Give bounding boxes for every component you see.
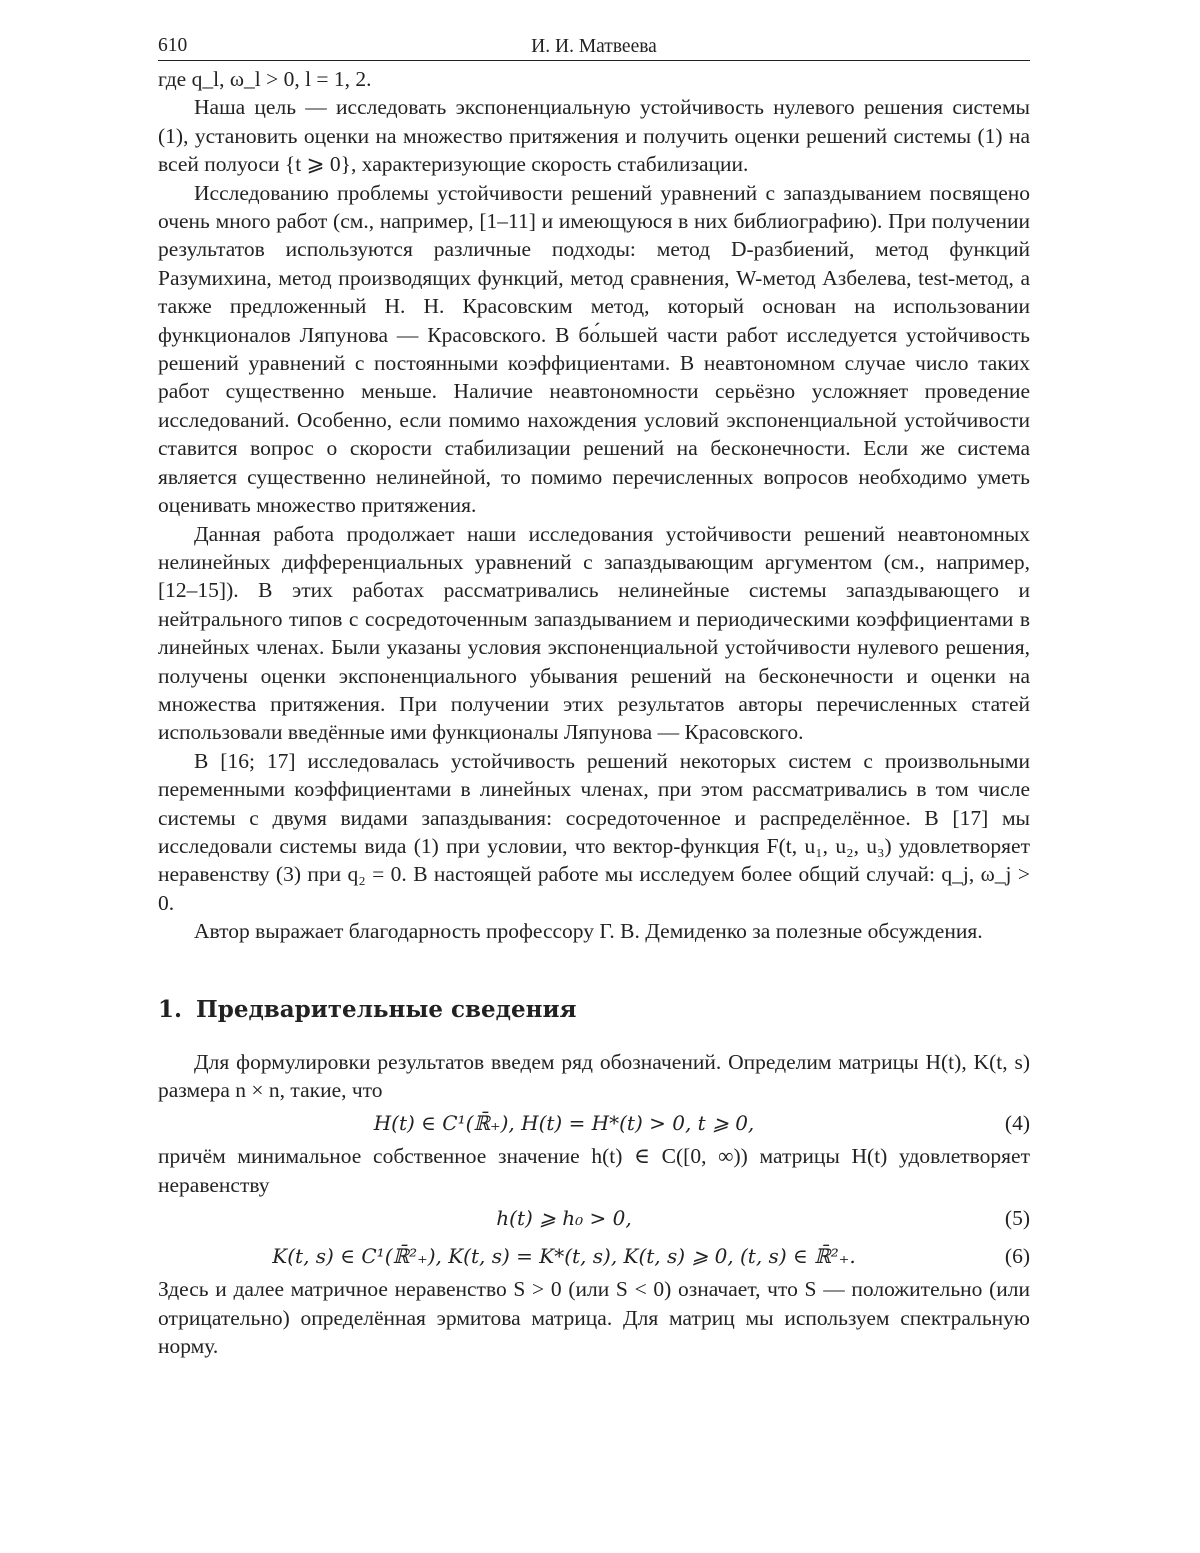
equation-tag: (6) (1004, 1244, 1030, 1269)
paragraph-acknowledgement: Автор выражает благодарность профессору Г. В. Демиденко за полезные обсуждения. (194, 919, 983, 944)
equation-tag: (4) (1004, 1111, 1030, 1136)
article-body (158, 65, 1030, 1360)
equation-4 (158, 1104, 1030, 1142)
paragraph-condition: где q_l, ω_l > 0, l = 1, 2. (158, 67, 372, 91)
equation-formula: H(t) ∈ C¹(ℝ̄₊), H(t) = H*(t) > 0, t ⩾ 0, (373, 1111, 755, 1136)
paragraph-literature: Исследованию проблемы устойчивости решений уравнений с запаздыванием посвящено очень много работ (см., например, [1–11] и имеющуюся в них библиографию). При получении результатов используются различные подходы: метод D-разбиений, метод функций Разумихина, метод производящих функций, метод сравнения, W-метод Азбелева, test-метод, а также предложенный Н. Н. Красовским метод, который основан на использовании функционалов Ляпунова — Красовского. В бо́льшей части работ исследуется устойчивость решений уравнений с постоянными коэффициентами. В неавтономном случае число таких работ существенно меньше. Наличие неавтономности серьёзно усложняет проведение исследований. Особенно, если помимо нахождения условий экспоненциальной устойчивости ставится вопрос о скорости стабилизации решений на бесконечности. Если же система является существенно нелинейной, то помимо перечисленных вопросов необходимо уметь оценивать множество притяжения. (158, 180, 1030, 518)
equation-5 (158, 1199, 1030, 1237)
equation-formula: h(t) ⩾ h₀ > 0, (496, 1206, 632, 1231)
page-number: 610 (158, 35, 188, 56)
section-title: Предварительные сведения (196, 995, 577, 1023)
paragraph-eigenvalue: причём минимальное собственное значение h(t) ∈ C([0, ∞)) матрицы H(t) удовлетворяет неравенству (158, 1144, 1030, 1197)
equation-tag: (5) (1004, 1206, 1030, 1231)
section-number: 1. (158, 995, 183, 1023)
section-heading (158, 994, 1030, 1026)
paragraph-notation-intro: Для формулировки результатов введем ряд обозначений. Определим матрицы H(t), K(t, s) размера n × n, такие, что (158, 1049, 1030, 1102)
paragraph-previous-work: В [16; 17] исследовалась устойчивость решений некоторых систем с произвольными переменными коэффициентами в линейных членах, при этом рассматривались в том числе системы с двумя видами запаздывания: сосредоточенное и распределённое. В [17] мы исследовали системы вида (1) при условии, что вектор-функция F(t, u₁, u₂, u₃) удовлетворяет неравенству (3) при q₂ = 0. В настоящей работе мы исследуем более общий случай: q_j, ω_j > 0. (158, 748, 1030, 915)
paragraph-continuation: Данная работа продолжает наши исследования устойчивости решений неавтономных нелинейных дифференциальных уравнений с запаздывающим аргументом (см., например, [12–15]). В этих работах рассматривались нелинейные системы запаздывающего и нейтрального типов с сосредоточенным запаздыванием и периодическими коэффициентами в линейных членах. Были указаны условия экспоненциальной устойчивости нулевого решения, получены оценки экспоненциального убывания решений на бесконечности и оценки на множества притяжения. При получении этих результатов авторы перечисленных статей использовали введённые ими функционалы Ляпунова — Красовского. (158, 521, 1030, 745)
page (158, 30, 1030, 1360)
equation-formula: K(t, s) ∈ C¹(ℝ̄²₊), K(t, s) = K*(t, s), K(t, s) ⩾ 0, (t, s) ∈ ℝ̄²₊. (272, 1244, 856, 1269)
running-header (158, 30, 1030, 61)
running-author: И. И. Матвеева (531, 36, 657, 57)
equation-6 (158, 1237, 1030, 1275)
paragraph-matrix-inequality: Здесь и далее матричное неравенство S > 0 (или S < 0) означает, что S — положительно (или отрицательно) определённая эрмитова матрица. Для матриц мы используем спектральную норму. (158, 1277, 1030, 1359)
paragraph-goal: Наша цель — исследовать экспоненциальную устойчивость нулевого решения системы (1), установить оценки на множество притяжения и получить оценки решений системы (1) на всей полуоси {t ⩾ 0}, характеризующие скорость стабилизации. (158, 95, 1030, 177)
